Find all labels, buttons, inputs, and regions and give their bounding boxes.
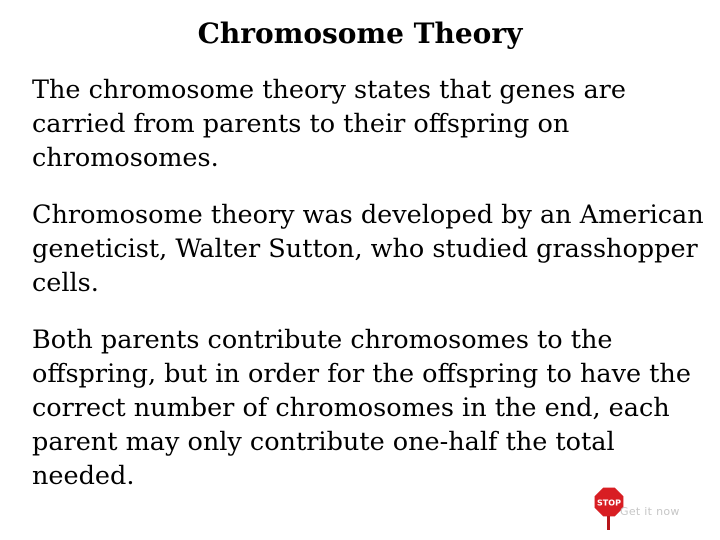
slide-title: Chromosome Theory: [197, 17, 523, 50]
watermark-text: Get it now: [620, 505, 680, 518]
paragraph-definition: The chromosome theory states that genes are carried from parents to their offspring on chromosomes.: [32, 75, 626, 173]
paragraph-contribution: Both parents contribute chromosomes to the offspring, but in order for the offspring to have the correct number of chromosomes in the end, each parent may only contribute one-half the total needed.: [32, 325, 691, 491]
paragraph-history: Chromosome theory was developed by an American geneticist, Walter Sutton, who studied grasshopper cells.: [32, 200, 704, 298]
stop-sign-pole: [607, 516, 610, 530]
stop-sign-text: STOP: [597, 498, 621, 508]
